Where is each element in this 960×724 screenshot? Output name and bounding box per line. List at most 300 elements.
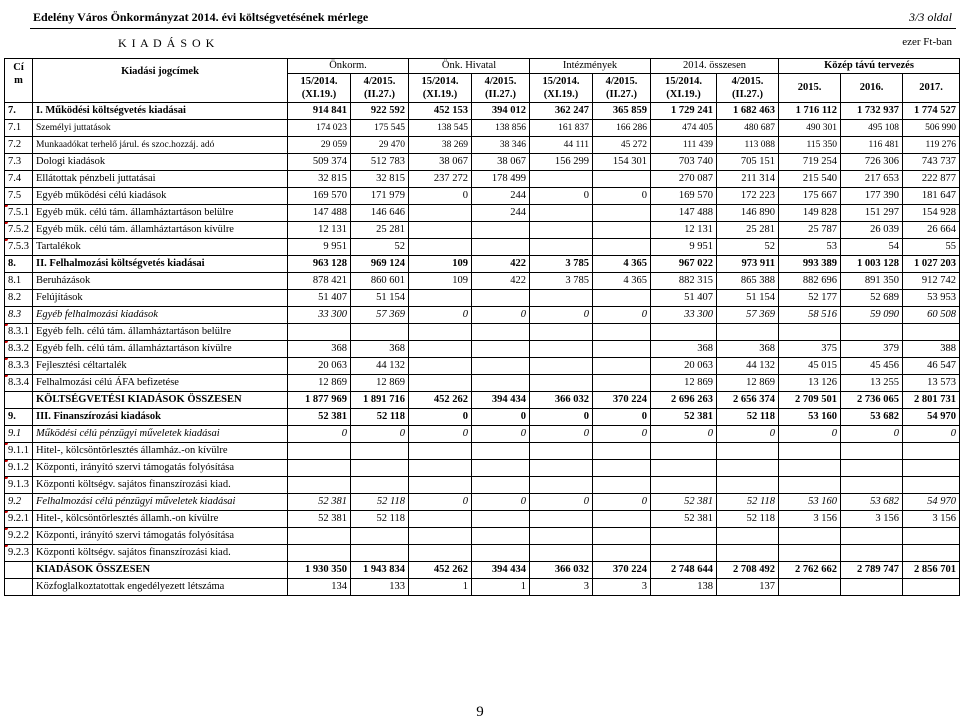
cell-value: 2 801 731 — [903, 392, 960, 409]
header-rule — [30, 28, 956, 29]
row-label: II. Felhalmozási költségvetés kiadásai — [33, 256, 288, 273]
cell-value: 115 350 — [779, 137, 841, 154]
cell-value: 32 815 — [288, 171, 351, 188]
row-number: 9.1 — [5, 426, 33, 443]
cell-value — [903, 443, 960, 460]
row-label: Dologi kiadások — [33, 154, 288, 171]
row-number: 8.3.2 — [5, 341, 33, 358]
note-marker-icon — [5, 528, 9, 531]
cell-value: 57 369 — [717, 307, 779, 324]
cell-value: 973 911 — [717, 256, 779, 273]
cell-value — [841, 443, 903, 460]
table-row — [5, 562, 960, 579]
table-row — [5, 222, 960, 239]
cell-value: 134 — [288, 579, 351, 596]
cell-value: 45 272 — [593, 137, 651, 154]
cell-value — [717, 528, 779, 545]
table-row — [5, 205, 960, 222]
table-row — [5, 137, 960, 154]
cell-value: 25 281 — [717, 222, 779, 239]
cell-value — [288, 477, 351, 494]
table-row — [5, 358, 960, 375]
cell-value: 490 301 — [779, 120, 841, 137]
cell-value: 422 — [472, 273, 530, 290]
cell-value: 52 118 — [351, 511, 409, 528]
row-number: 9.1.3 — [5, 477, 33, 494]
table-row — [5, 171, 960, 188]
cell-value — [472, 239, 530, 256]
row-number: 7. — [5, 103, 33, 120]
table-row — [5, 528, 960, 545]
row-number: 9.2.1 — [5, 511, 33, 528]
cell-value — [530, 222, 593, 239]
cell-value — [593, 222, 651, 239]
cell-value — [903, 545, 960, 562]
cell-value: 53 682 — [841, 409, 903, 426]
row-label: Központi, irányító szervi támogatás folyósítása — [33, 528, 288, 545]
cell-value: 0 — [472, 409, 530, 426]
row-label: Tartalékok — [33, 239, 288, 256]
cell-value: 26 664 — [903, 222, 960, 239]
note-marker-icon — [5, 443, 9, 446]
cell-value: 45 015 — [779, 358, 841, 375]
group-header-hivatal: Önk. Hivatal — [409, 59, 530, 74]
row-number: 7.5.1 — [5, 205, 33, 222]
cell-value: 512 783 — [351, 154, 409, 171]
cell-value — [351, 528, 409, 545]
cell-value — [409, 324, 472, 341]
cell-value: 53 160 — [779, 409, 841, 426]
cell-value — [593, 290, 651, 307]
cell-value: 133 — [351, 579, 409, 596]
cell-value — [409, 477, 472, 494]
cell-value — [530, 171, 593, 188]
note-marker-icon — [5, 460, 9, 463]
cell-value — [530, 341, 593, 358]
cell-value: 3 156 — [779, 511, 841, 528]
cell-value: 25 787 — [779, 222, 841, 239]
row-label: Felhalmozási célú pénzügyi műveletek kiadásai — [33, 494, 288, 511]
row-label: Ellátottak pénzbeli juttatásai — [33, 171, 288, 188]
cell-value: 146 890 — [717, 205, 779, 222]
row-number: 8. — [5, 256, 33, 273]
cell-value — [351, 477, 409, 494]
subheader-sub-b: 4/2015. (II.27.) — [472, 74, 530, 103]
cell-value — [530, 290, 593, 307]
cell-value — [593, 171, 651, 188]
cell-value: 172 223 — [717, 188, 779, 205]
cell-value: 370 224 — [593, 562, 651, 579]
cell-value — [409, 443, 472, 460]
subheader-sub-b: 4/2015. (II.27.) — [717, 74, 779, 103]
row-label: Fejlesztési céltartalék — [33, 358, 288, 375]
table-row — [5, 443, 960, 460]
cell-value: 29 059 — [288, 137, 351, 154]
cell-value: 1 682 463 — [717, 103, 779, 120]
cell-value: 882 696 — [779, 273, 841, 290]
table-row — [5, 409, 960, 426]
cell-value: 12 869 — [288, 375, 351, 392]
table-row — [5, 392, 960, 409]
table-row — [5, 375, 960, 392]
cell-value — [288, 460, 351, 477]
cell-value — [472, 290, 530, 307]
cell-value: 44 132 — [351, 358, 409, 375]
cell-value — [841, 545, 903, 562]
cell-value — [409, 358, 472, 375]
cell-value: 181 647 — [903, 188, 960, 205]
cell-value — [841, 579, 903, 596]
cell-value: 12 869 — [717, 375, 779, 392]
cell-value — [593, 324, 651, 341]
cell-value: 993 389 — [779, 256, 841, 273]
table-row — [5, 256, 960, 273]
cell-value: 0 — [593, 307, 651, 324]
cell-value: 161 837 — [530, 120, 593, 137]
table-row — [5, 341, 960, 358]
table-row — [5, 579, 960, 596]
row-number: 7.4 — [5, 171, 33, 188]
cell-value — [593, 528, 651, 545]
cell-value: 365 859 — [593, 103, 651, 120]
cell-value — [288, 324, 351, 341]
group-header-osszesen: 2014. összesen — [651, 59, 779, 74]
cell-value: 0 — [530, 188, 593, 205]
table-row — [5, 120, 960, 137]
cim-header-line1: Cí — [13, 62, 24, 73]
row-label: Működési célú pénzügyi műveletek kiadásai — [33, 426, 288, 443]
cell-value: 3 — [593, 579, 651, 596]
note-marker-icon — [5, 239, 9, 242]
cell-value: 1 003 128 — [841, 256, 903, 273]
cell-value — [409, 239, 472, 256]
cell-value — [409, 511, 472, 528]
cell-value: 58 516 — [779, 307, 841, 324]
cell-value — [651, 460, 717, 477]
cell-value: 2 789 747 — [841, 562, 903, 579]
row-number: 7.2 — [5, 137, 33, 154]
cell-value — [779, 460, 841, 477]
row-number: 8.2 — [5, 290, 33, 307]
cell-value: 54 970 — [903, 409, 960, 426]
cell-value: 12 869 — [351, 375, 409, 392]
cell-value: 54 — [841, 239, 903, 256]
cell-value: 46 547 — [903, 358, 960, 375]
cell-value: 52 118 — [351, 409, 409, 426]
row-label: Beruházások — [33, 273, 288, 290]
cell-value — [409, 375, 472, 392]
row-number: 9.2 — [5, 494, 33, 511]
row-number: 9.2.2 — [5, 528, 33, 545]
cell-value: 52 — [351, 239, 409, 256]
cell-value: 38 067 — [409, 154, 472, 171]
table-row — [5, 154, 960, 171]
cell-value: 914 841 — [288, 103, 351, 120]
cell-value: 3 785 — [530, 273, 593, 290]
group-header-onkorm: Önkorm. — [288, 59, 409, 74]
cell-value — [779, 528, 841, 545]
cell-value: 0 — [651, 426, 717, 443]
cell-value — [530, 511, 593, 528]
cell-value: 388 — [903, 341, 960, 358]
table-row — [5, 290, 960, 307]
cell-value — [903, 477, 960, 494]
cell-value — [593, 239, 651, 256]
cell-value: 26 039 — [841, 222, 903, 239]
row-label: I. Működési költségvetés kiadásai — [33, 103, 288, 120]
subheader-sub-b: 4/2015. (II.27.) — [593, 74, 651, 103]
row-label: Központi, irányító szervi támogatás folyósítása — [33, 460, 288, 477]
section-subtitle: K I A D Á S O K — [118, 36, 216, 50]
cell-value: 3 785 — [530, 256, 593, 273]
cell-value: 368 — [651, 341, 717, 358]
cell-value: 52 177 — [779, 290, 841, 307]
cell-value — [903, 528, 960, 545]
cell-value: 53 160 — [779, 494, 841, 511]
row-number — [5, 562, 33, 579]
cell-value: 52 118 — [717, 494, 779, 511]
cell-value: 169 570 — [651, 188, 717, 205]
note-marker-icon — [5, 511, 9, 514]
cell-value: 32 815 — [351, 171, 409, 188]
cell-value: 0 — [409, 307, 472, 324]
cell-value: 509 374 — [288, 154, 351, 171]
cell-value: 0 — [841, 426, 903, 443]
cell-value: 52 381 — [651, 511, 717, 528]
cell-value — [409, 460, 472, 477]
table-row — [5, 103, 960, 120]
cell-value — [351, 545, 409, 562]
cell-value: 52 381 — [651, 494, 717, 511]
cell-value — [651, 443, 717, 460]
cell-value — [530, 375, 593, 392]
cell-value: 177 390 — [841, 188, 903, 205]
jogcim-header: Kiadási jogcímek — [33, 59, 288, 103]
cell-value: 44 132 — [717, 358, 779, 375]
cell-value: 506 990 — [903, 120, 960, 137]
cell-value — [530, 239, 593, 256]
cell-value: 368 — [717, 341, 779, 358]
cell-value: 9 951 — [651, 239, 717, 256]
table-row — [5, 273, 960, 290]
cell-value: 0 — [409, 409, 472, 426]
cell-value: 0 — [288, 426, 351, 443]
cell-value: 33 300 — [651, 307, 717, 324]
cell-value: 20 063 — [288, 358, 351, 375]
cell-value — [717, 545, 779, 562]
cell-value: 166 286 — [593, 120, 651, 137]
cell-value — [903, 579, 960, 596]
cell-value — [593, 375, 651, 392]
cell-value: 0 — [409, 426, 472, 443]
cell-value: 2 762 662 — [779, 562, 841, 579]
cell-value: 452 262 — [409, 562, 472, 579]
cell-value: 474 405 — [651, 120, 717, 137]
table-row — [5, 239, 960, 256]
table-row — [5, 545, 960, 562]
row-number: 8.3.3 — [5, 358, 33, 375]
cell-value: 394 012 — [472, 103, 530, 120]
cell-value — [593, 341, 651, 358]
cell-value — [472, 460, 530, 477]
cell-value: 0 — [593, 409, 651, 426]
cim-header — [5, 59, 33, 103]
row-label: KIADÁSOK ÖSSZESEN — [33, 562, 288, 579]
cell-value: 52 118 — [717, 409, 779, 426]
cell-value: 422 — [472, 256, 530, 273]
cell-value: 52 381 — [288, 409, 351, 426]
cell-value: 52 381 — [651, 409, 717, 426]
cell-value: 147 488 — [651, 205, 717, 222]
page-label: 3/3 oldal — [908, 10, 952, 24]
cell-value: 109 — [409, 256, 472, 273]
cell-value: 222 877 — [903, 171, 960, 188]
cell-value: 0 — [472, 307, 530, 324]
table-row — [5, 324, 960, 341]
cell-value: 0 — [903, 426, 960, 443]
cell-value: 0 — [593, 426, 651, 443]
cell-value: 394 434 — [472, 562, 530, 579]
cell-value: 860 601 — [351, 273, 409, 290]
cell-value: 137 — [717, 579, 779, 596]
row-label: Felújítások — [33, 290, 288, 307]
cell-value: 3 — [530, 579, 593, 596]
cell-value — [472, 477, 530, 494]
cell-value: 44 111 — [530, 137, 593, 154]
cell-value — [530, 443, 593, 460]
cell-value: 13 573 — [903, 375, 960, 392]
cell-value: 1 027 203 — [903, 256, 960, 273]
cell-value: 375 — [779, 341, 841, 358]
subheader-sub-b: 4/2015. (II.27.) — [351, 74, 409, 103]
cell-value: 1 — [472, 579, 530, 596]
cell-value: 2 708 492 — [717, 562, 779, 579]
cell-value — [651, 477, 717, 494]
cell-value: 0 — [409, 188, 472, 205]
cell-value: 33 300 — [288, 307, 351, 324]
cell-value — [472, 341, 530, 358]
cell-value: 138 856 — [472, 120, 530, 137]
unit-label: ezer Ft-ban — [902, 36, 952, 48]
cell-value — [841, 528, 903, 545]
cell-value: 1 891 716 — [351, 392, 409, 409]
row-number: 7.3 — [5, 154, 33, 171]
cell-value: 368 — [351, 341, 409, 358]
row-number: 7.5 — [5, 188, 33, 205]
cell-value: 1 716 112 — [779, 103, 841, 120]
cell-value — [409, 290, 472, 307]
cell-value: 1 943 834 — [351, 562, 409, 579]
cell-value: 38 346 — [472, 137, 530, 154]
cell-value: 452 153 — [409, 103, 472, 120]
row-label: III. Finanszírozási kiadások — [33, 409, 288, 426]
row-label: Egyéb felh. célú tám. államháztartáson kívülre — [33, 341, 288, 358]
note-marker-icon — [5, 205, 9, 208]
cell-value: 495 108 — [841, 120, 903, 137]
cell-value: 1 732 937 — [841, 103, 903, 120]
cell-value: 52 — [717, 239, 779, 256]
cell-value: 703 740 — [651, 154, 717, 171]
cell-value — [593, 511, 651, 528]
cell-value — [288, 545, 351, 562]
cell-value — [903, 324, 960, 341]
cell-value — [779, 545, 841, 562]
row-number: 8.1 — [5, 273, 33, 290]
row-label: Felhalmozási célú ÁFA befizetése — [33, 375, 288, 392]
table-row — [5, 511, 960, 528]
row-number: 8.3 — [5, 307, 33, 324]
cell-value — [530, 358, 593, 375]
cell-value: 719 254 — [779, 154, 841, 171]
note-marker-icon — [5, 545, 9, 548]
row-label: Személyi juttatások — [33, 120, 288, 137]
cell-value — [593, 460, 651, 477]
note-marker-icon — [5, 222, 9, 225]
subheader-sub-a: 15/2014. (XI.19.) — [288, 74, 351, 103]
cell-value: 217 653 — [841, 171, 903, 188]
header-row-1 — [5, 59, 960, 74]
cell-value — [841, 460, 903, 477]
cell-value: 865 388 — [717, 273, 779, 290]
cell-value: 25 281 — [351, 222, 409, 239]
cell-value — [651, 545, 717, 562]
cell-value: 215 540 — [779, 171, 841, 188]
cell-value: 53 — [779, 239, 841, 256]
cell-value — [472, 528, 530, 545]
cell-value: 0 — [593, 188, 651, 205]
cell-value — [409, 222, 472, 239]
cell-value: 0 — [593, 494, 651, 511]
cell-value: 138 545 — [409, 120, 472, 137]
cell-value: 362 247 — [530, 103, 593, 120]
note-marker-icon — [5, 341, 9, 344]
cell-value — [472, 443, 530, 460]
cell-value: 178 499 — [472, 171, 530, 188]
cell-value — [472, 358, 530, 375]
cell-value: 963 128 — [288, 256, 351, 273]
row-label: KÖLTSÉGVETÉSI KIADÁSOK ÖSSZESEN — [33, 392, 288, 409]
cell-value — [351, 324, 409, 341]
cell-value: 45 456 — [841, 358, 903, 375]
cell-value — [593, 443, 651, 460]
cell-value: 51 154 — [717, 290, 779, 307]
subheader-sub-a: 15/2014. (XI.19.) — [409, 74, 472, 103]
cell-value: 922 592 — [351, 103, 409, 120]
cell-value: 1 877 969 — [288, 392, 351, 409]
cell-value: 2 736 065 — [841, 392, 903, 409]
year-header: 2016. — [841, 74, 903, 103]
row-number — [5, 579, 33, 596]
row-number — [5, 392, 33, 409]
cell-value: 0 — [779, 426, 841, 443]
cell-value: 151 297 — [841, 205, 903, 222]
row-label: Egyéb műk. célú tám. államháztartáson belülre — [33, 205, 288, 222]
cell-value — [530, 477, 593, 494]
cim-header-line2: m — [14, 75, 23, 86]
cell-value: 52 689 — [841, 290, 903, 307]
cell-value — [593, 205, 651, 222]
cell-value: 0 — [409, 494, 472, 511]
cell-value: 394 434 — [472, 392, 530, 409]
cell-value: 156 299 — [530, 154, 593, 171]
subheader-sub-a: 15/2014. (XI.19.) — [651, 74, 717, 103]
cell-value: 4 365 — [593, 273, 651, 290]
cell-value: 51 407 — [288, 290, 351, 307]
page-number: 9 — [476, 704, 484, 720]
budget-table — [4, 58, 960, 596]
cell-value: 9 951 — [288, 239, 351, 256]
cell-value: 146 646 — [351, 205, 409, 222]
